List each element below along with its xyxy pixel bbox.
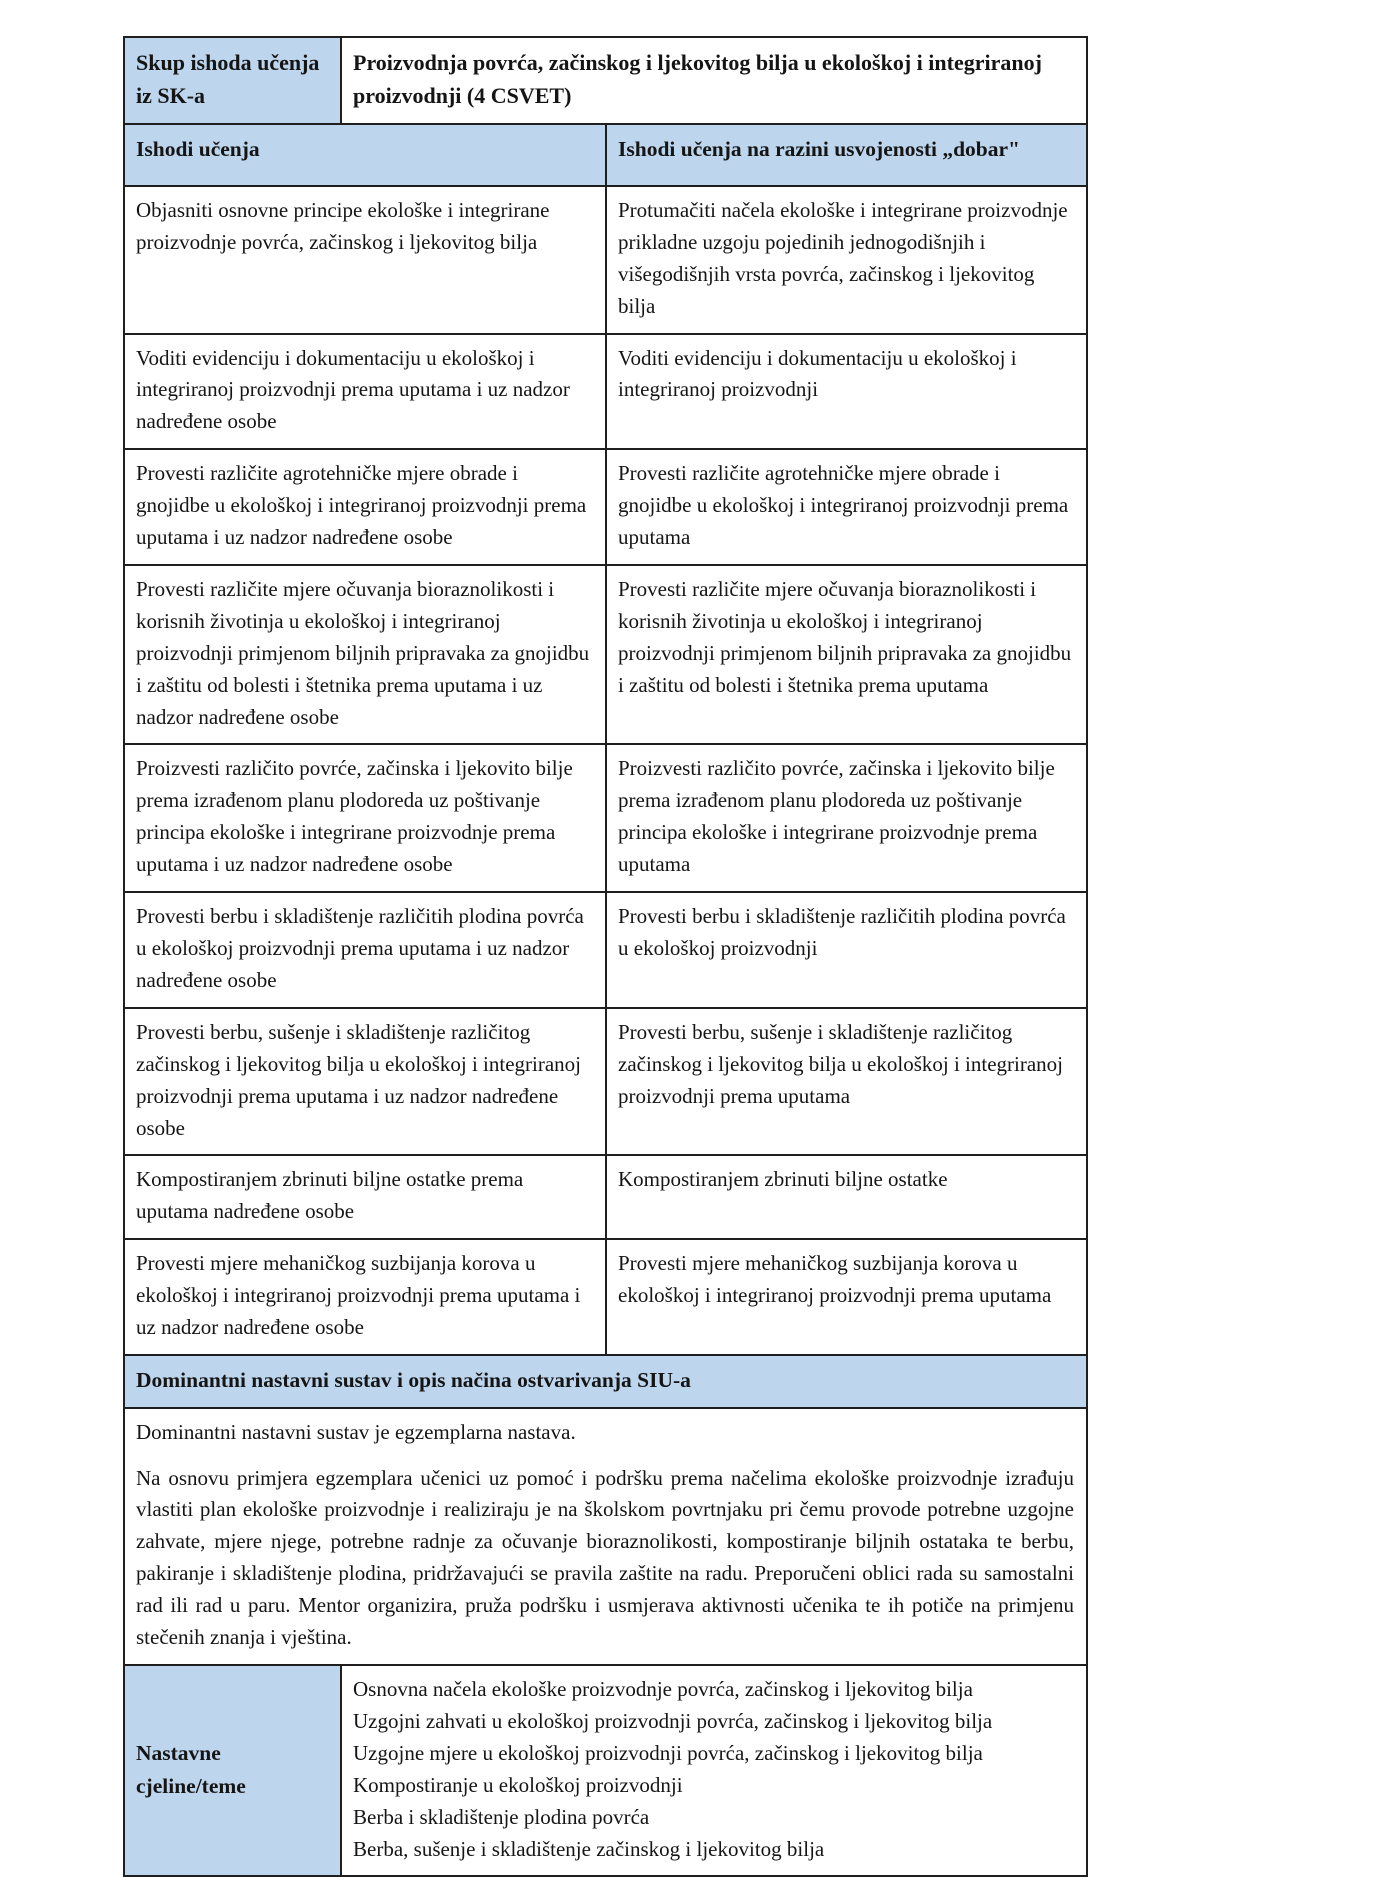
topic-item: Berba i skladištenje plodina povrća (353, 1804, 650, 1829)
outcome-right-cell: Voditi evidenciju i dokumentaciju u ekološkoj i integriranoj proizvodnji (606, 334, 1087, 450)
outcome-row (124, 1155, 1087, 1239)
topic-item: Uzgojne mjere u ekološkoj proizvodnji povrća, začinskog i ljekovitog bilja (353, 1740, 983, 1765)
outcome-row (124, 744, 1087, 892)
topic-item: Kompostiranje u ekološkoj proizvodnji (353, 1772, 683, 1797)
outcome-row (124, 565, 1087, 745)
outcome-row (124, 1239, 1087, 1355)
column-header-row (124, 124, 1087, 186)
outcome-right-cell: Provesti različite agrotehničke mjere obrade i gnojidbe u ekološkoj i integriranoj proizvodnji prema uputama (606, 449, 1087, 565)
topic-item: Osnovna načela ekološke proizvodnje povrća, začinskog i ljekovitog bilja (353, 1676, 973, 1701)
section-paragraph-2: Na osnovu primjera egzemplara učenici uz pomoć i podršku prema načelima ekološke proizvodnje izrađuju vlastiti plan ekološke proizvodnje i realiziraju je na školskom povrtnjaku pri čemu provode potrebne uzgojne zahvate, mjere njege, potrebne radnje za očuvanje bioraznolikosti, kompostiranje biljnih ostataka te berbu, pakiranje i skladištenje plodina, pridržavajući se pravila zaštite na radu. Preporučeni oblici rada su samostalni rad ili rad u paru. Mentor organizira, pruža podršku i usmjerava aktivnosti učenika te ih potiče na primjenu stečenih znanja i vještina. (136, 1465, 1075, 1650)
outcome-right-cell: Provesti mjere mehaničkog suzbijanja korova u ekološkoj i integriranoj proizvodnji prema uputama (606, 1239, 1087, 1355)
outcome-left-cell: Provesti mjere mehaničkog suzbijanja korova u ekološkoj i integriranoj proizvodnji prema uputama i uz nadzor nadređene osobe (124, 1239, 606, 1355)
outcome-right-cell: Provesti berbu i skladištenje različitih plodina povrća u ekološkoj proizvodnji (606, 892, 1087, 1008)
column-header-right: Ishodi učenja na razini usvojenosti „dobar" (606, 124, 1087, 186)
outcome-left-cell: Proizvesti različito povrće, začinska i ljekovito bilje prema izrađenom planu plodoreda uz poštivanje principa ekološke i integrirane proizvodnje prema uputama i uz nadzor nadređene osobe (124, 744, 606, 892)
table-header-row (124, 37, 1087, 124)
topic-item: Berba, sušenje i skladištenje začinskog i ljekovitog bilja (353, 1836, 825, 1861)
curriculum-table (123, 36, 1088, 1877)
outcome-row (124, 449, 1087, 565)
outcome-left-cell: Provesti berbu, sušenje i skladištenje različitog začinskog i ljekovitog bilja u ekološkoj i integriranoj proizvodnji prema uputama i uz nadzor nadređene osobe (124, 1008, 606, 1156)
outcome-right-cell: Kompostiranjem zbrinuti biljne ostatke (606, 1155, 1087, 1239)
section-paragraph-1: Dominantni nastavni sustav je egzemplarna nastava. (136, 1419, 576, 1444)
section-header-row (124, 1355, 1087, 1408)
outcome-left-cell: Kompostiranjem zbrinuti biljne ostatke prema uputama nadređene osobe (124, 1155, 606, 1239)
section-description-cell (124, 1408, 1087, 1665)
outcome-left-cell: Provesti različite agrotehničke mjere obrade i gnojidbe u ekološkoj i integriranoj proizvodnji prema uputama i uz nadzor nadređene osobe (124, 449, 606, 565)
outcome-left-cell: Provesti berbu i skladištenje različitih plodina povrća u ekološkoj proizvodnji prema uputama i uz nadzor nadređene osobe (124, 892, 606, 1008)
topics-list-cell (341, 1665, 1087, 1876)
outcome-left-cell: Objasniti osnovne principe ekološke i integrirane proizvodnje povrća, začinskog i ljekovitog bilja (124, 186, 606, 334)
topics-row (124, 1665, 1087, 1876)
column-header-left: Ishodi učenja (124, 124, 606, 186)
header-label-cell: Skup ishoda učenja iz SK-a (124, 37, 341, 124)
section-header-cell: Dominantni nastavni sustav i opis načina ostvarivanja SIU-a (124, 1355, 1087, 1408)
outcome-right-cell: Provesti različite mjere očuvanja bioraznolikosti i korisnih životinja u ekološkoj i integriranoj proizvodnji primjenom biljnih pripravaka za gnojidbu i zaštitu od bolesti i štetnika prema uputama (606, 565, 1087, 745)
outcome-right-cell: Proizvesti različito povrće, začinska i ljekovito bilje prema izrađenom planu plodoreda uz poštivanje principa ekološke i integrirane proizvodnje prema uputama (606, 744, 1087, 892)
section-description-row (124, 1408, 1087, 1665)
outcome-right-cell: Provesti berbu, sušenje i skladištenje različitog začinskog i ljekovitog bilja u ekološkoj i integriranoj proizvodnji prema uputama (606, 1008, 1087, 1156)
outcome-row (124, 186, 1087, 334)
outcome-row (124, 1008, 1087, 1156)
outcome-left-cell: Voditi evidenciju i dokumentaciju u ekološkoj i integriranoj proizvodnji prema uputama i uz nadzor nadređene osobe (124, 334, 606, 450)
outcome-row (124, 892, 1087, 1008)
header-title-cell: Proizvodnja povrća, začinskog i ljekovitog bilja u ekološkoj i integriranoj proizvodnji (4 CSVET) (341, 37, 1087, 124)
outcome-left-cell: Provesti različite mjere očuvanja bioraznolikosti i korisnih životinja u ekološkoj i integriranoj proizvodnji primjenom biljnih pripravaka za gnojidbu i zaštitu od bolesti i štetnika prema uputama i uz nadzor nadređene osobe (124, 565, 606, 745)
outcome-row (124, 334, 1087, 450)
topics-label-cell: Nastavne cjeline/teme (124, 1665, 341, 1876)
outcome-right-cell: Protumačiti načela ekološke i integrirane proizvodnje prikladne uzgoju pojedinih jednogodišnjih i višegodišnjih vrsta povrća, začinskog i ljekovitog bilja (606, 186, 1087, 334)
topic-item: Uzgojni zahvati u ekološkoj proizvodnji povrća, začinskog i ljekovitog bilja (353, 1708, 993, 1733)
